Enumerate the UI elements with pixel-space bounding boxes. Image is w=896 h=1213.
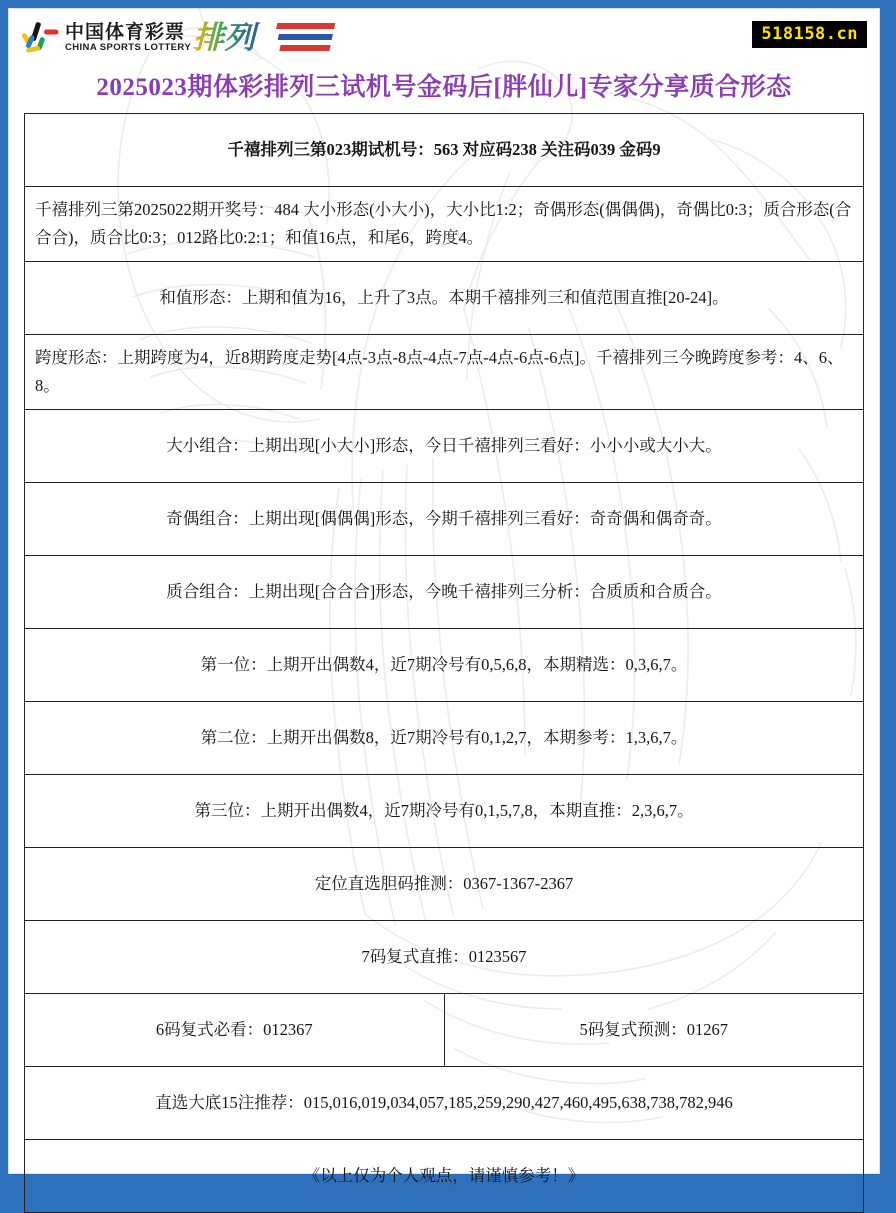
prime-composite-combo-row: 质合组合：上期出现[合合合]形态，今晚千禧排列三分析：合质质和合质合。: [25, 556, 864, 629]
position-one-row: 第一位：上期开出偶数4，近7期冷号有0,5,6,8，本期精选：0,3,6,7。: [25, 629, 864, 702]
table-row: [25, 114, 864, 187]
table-row: [25, 483, 864, 556]
table-row: [25, 775, 864, 848]
table-row: [25, 629, 864, 702]
brand-logo[interactable]: [21, 15, 867, 61]
svg-text:排列: 排列: [193, 20, 256, 56]
five-code-cell: 5码复式预测：01267: [444, 994, 864, 1067]
big-small-combo-row: 大小组合：上期出现[小大小]形态，今日千禧排列三看好：小小小或大小大。: [25, 410, 864, 483]
table-row: [25, 1140, 864, 1213]
brand-wordmark: [65, 22, 191, 54]
disclaimer-row: 《以上仅为个人观点，请谨慎参考！》: [25, 1140, 864, 1213]
pailie-san-logo-icon: [193, 15, 343, 61]
page-title: 2025023期体彩排列三试机号金码后[胖仙儿]专家分享质合形态: [96, 74, 792, 101]
six-code-cell: 6码复式必看：012367: [25, 994, 445, 1067]
brand-name-en: CHINA SPORTS LOTTERY: [65, 42, 192, 53]
table-row: [25, 921, 864, 994]
page-container: [8, 8, 880, 1185]
position-two-row: 第二位：上期开出偶数8，近7期冷号有0,1,2,7，本期参考：1,3,6,7。: [25, 702, 864, 775]
table-row: [25, 702, 864, 775]
table-row: [25, 994, 864, 1067]
table-row: [25, 335, 864, 410]
forecast-table-body: [25, 114, 864, 1213]
brand-name-cn: 中国体育彩票: [65, 21, 186, 43]
last-draw-row: 千禧排列三第2025022期开奖号：484 大小形态(小大小)，大小比1:2；奇偶形态(偶偶偶)，奇偶比0:3；质合形态(合合合)，质合比0:3；012路比0:2:1；和值16点，和尾6，跨度4。: [25, 187, 864, 262]
table-row: [25, 187, 864, 262]
table-row: [25, 410, 864, 483]
site-url-badge[interactable]: 518158.cn: [752, 21, 867, 48]
site-header: [9, 9, 879, 65]
odd-even-combo-row: 奇偶组合：上期出现[偶偶偶]形态，今期千禧排列三看好：奇奇偶和偶奇奇。: [25, 483, 864, 556]
page-content: [9, 9, 879, 1213]
table-row: [25, 1067, 864, 1140]
seven-code-row: 7码复式直推：0123567: [25, 921, 864, 994]
position-three-row: 第三位：上期开出偶数4，近7期冷号有0,1,5,7,8，本期直推：2,3,6,7。: [25, 775, 864, 848]
span-row: 跨度形态：上期跨度为4，近8期跨度走势[4点-3点-8点-4点-7点-4点-6点-6点]。千禧排列三今晚跨度参考：4、6、8。: [25, 335, 864, 410]
forecast-table: [24, 113, 864, 1213]
sum-value-row: 和值形态：上期和值为16，上升了3点。本期千禧排列三和值范围直推[20-24]。: [25, 262, 864, 335]
table-row: [25, 262, 864, 335]
fixed-position-row: 定位直选胆码推测：0367-1367-2367: [25, 848, 864, 921]
recommend-row: 直选大底15注推荐：015,016,019,034,057,185,259,290,427,460,495,638,738,782,946: [25, 1067, 864, 1140]
table-row: [25, 556, 864, 629]
test-number-row: 千禧排列三第023期试机号：563 对应码238 关注码039 金码9: [25, 114, 864, 187]
china-sports-lottery-icon: [21, 18, 61, 58]
table-row: [25, 848, 864, 921]
